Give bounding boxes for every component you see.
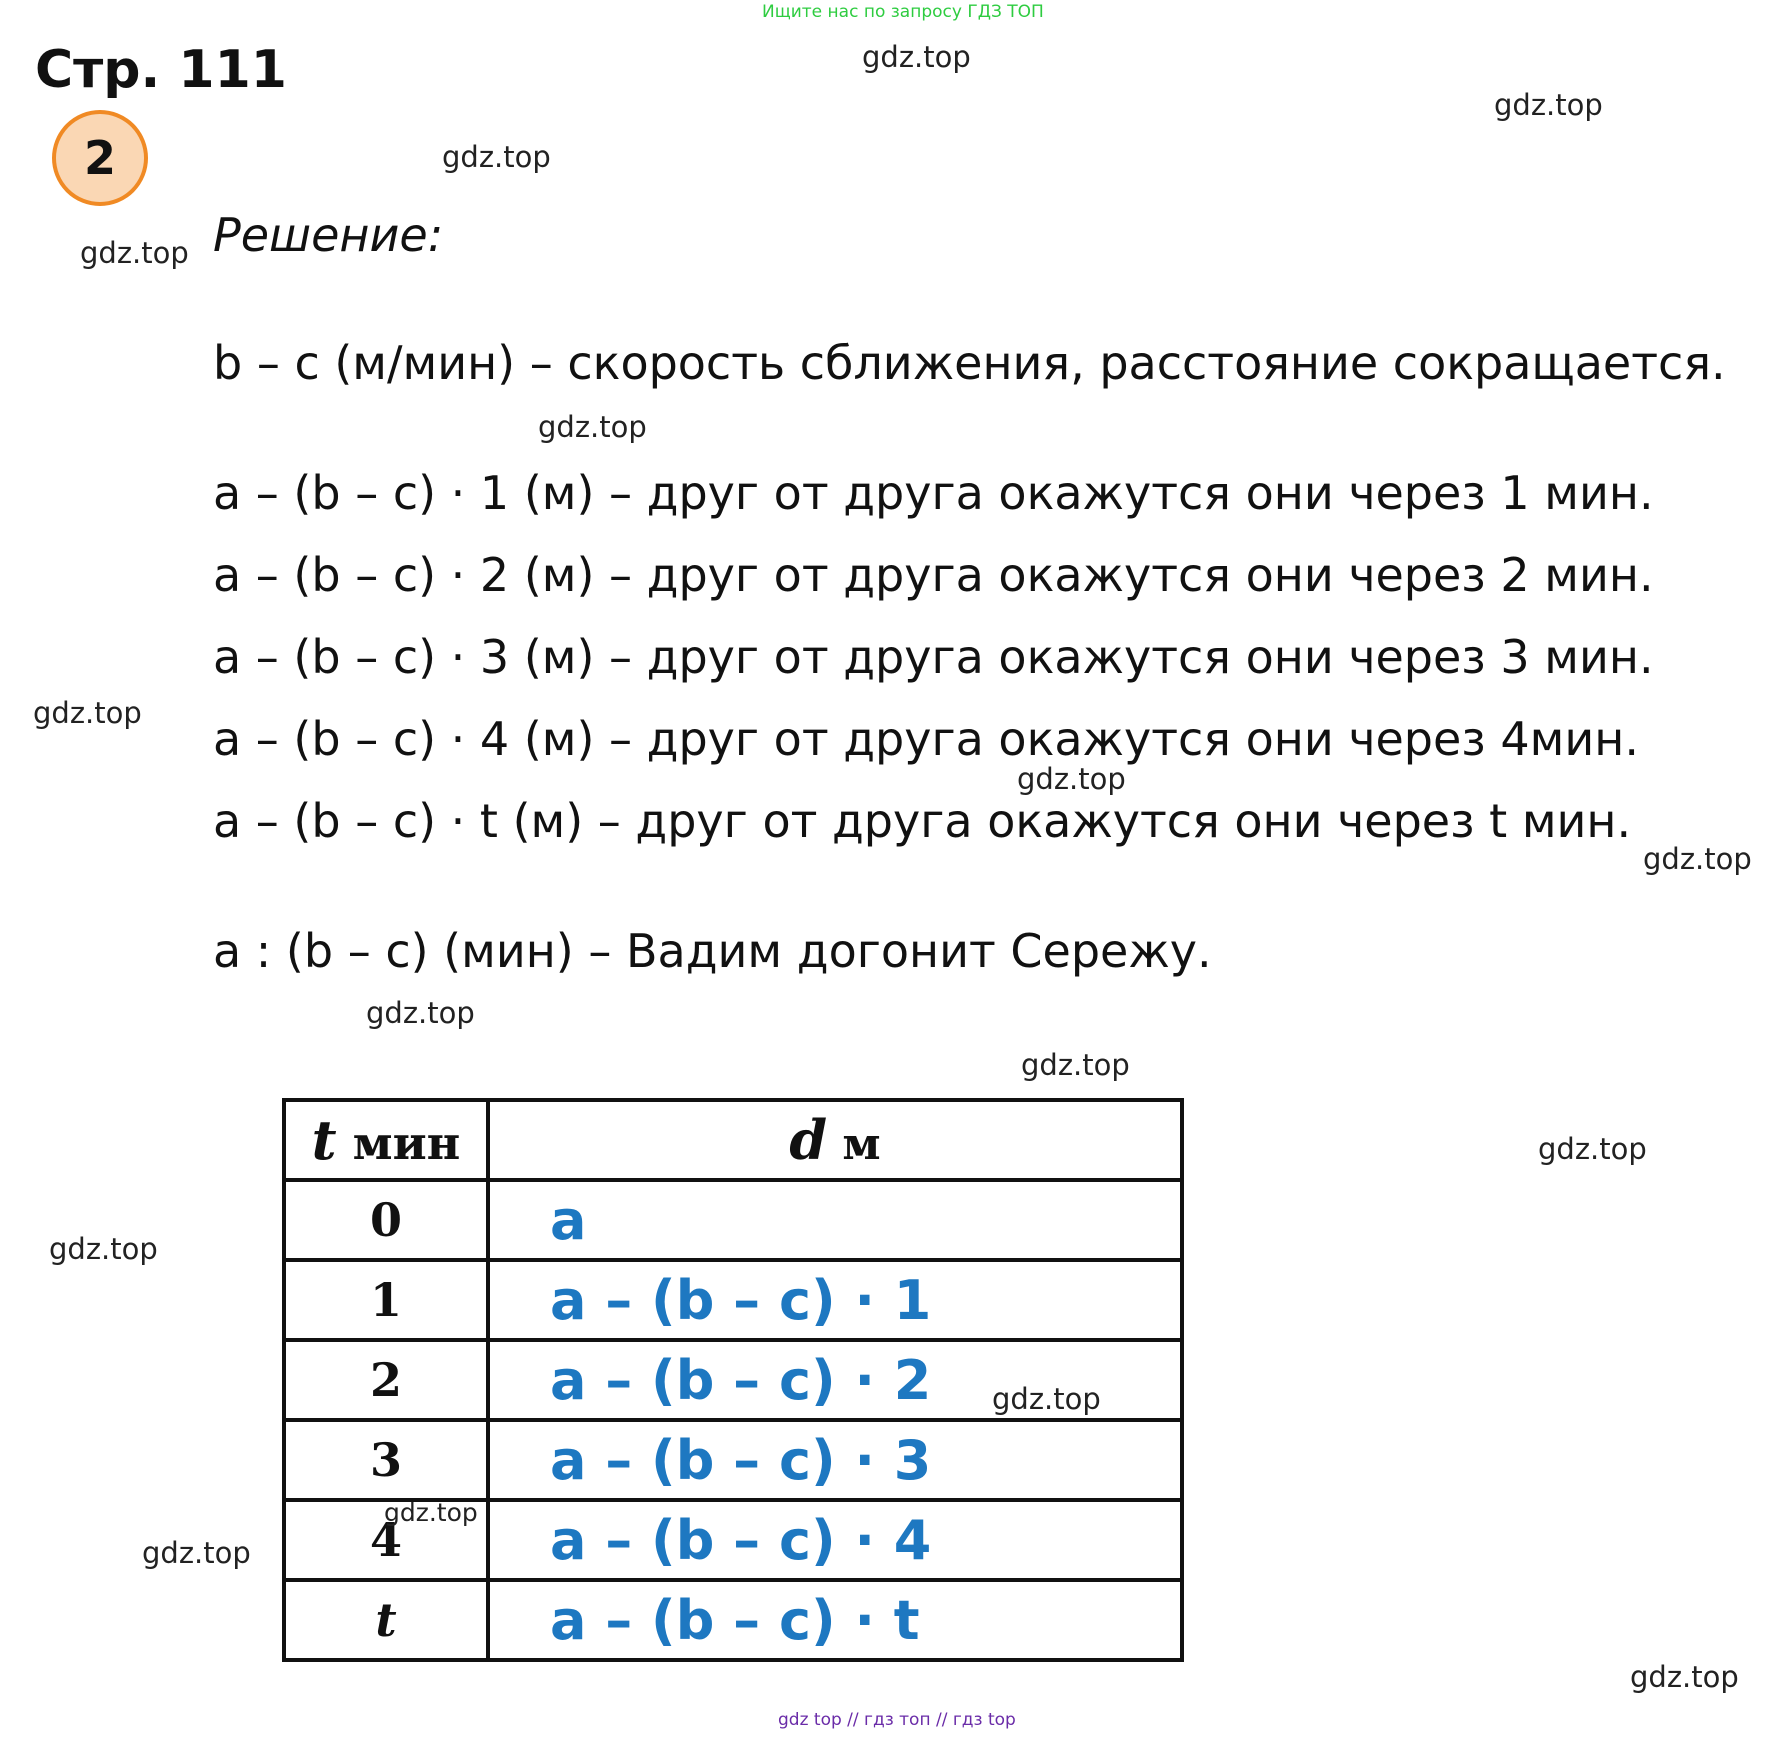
watermark: gdz.top	[366, 996, 475, 1030]
watermark: gdz.top	[992, 1382, 1101, 1416]
time-cell: t	[284, 1580, 488, 1660]
distance-cell: a	[488, 1180, 1182, 1260]
watermark: gdz.top	[384, 1498, 478, 1527]
footer-watermark: gdz top // гдз топ // гдз top	[778, 1710, 1016, 1730]
table-row	[284, 1420, 1182, 1500]
solution-line-1: a – (b – c) · 1 (м) – друг от друга окажутся они через 1 мин.	[213, 466, 1654, 520]
watermark: gdz.top	[442, 140, 551, 174]
distance-table	[282, 1098, 1184, 1662]
watermark: gdz.top	[49, 1232, 158, 1266]
watermark: gdz.top	[142, 1536, 251, 1570]
solution-line-2: a – (b – c) · 2 (м) – друг от друга окажутся они через 2 мин.	[213, 548, 1654, 602]
time-cell: 1	[284, 1260, 488, 1340]
solution-line-3: a – (b – c) · 3 (м) – друг от друга окажутся они через 3 мин.	[213, 630, 1654, 684]
header-time	[284, 1100, 488, 1180]
solution-line-t: a – (b – c) · t (м) – друг от друга окажутся они через t мин.	[213, 794, 1632, 848]
watermark: gdz.top	[1643, 842, 1752, 876]
solution-heading: Решение:	[213, 208, 444, 262]
task-number-badge: 2	[52, 110, 148, 206]
watermark: gdz.top	[1017, 762, 1126, 796]
watermark: gdz.top	[1630, 1660, 1739, 1694]
solution-line-speed: b – c (м/мин) – скорость сближения, расстояние сокращается.	[213, 336, 1726, 390]
table-header-row	[284, 1100, 1182, 1180]
time-cell: 3	[284, 1420, 488, 1500]
time-cell: 4	[284, 1500, 488, 1580]
distance-cell: a – (b – c) · 1	[488, 1260, 1182, 1340]
table-row	[284, 1580, 1182, 1660]
header-time-unit: мин	[336, 1116, 461, 1170]
watermark: gdz.top	[33, 696, 142, 730]
watermark: gdz.top	[1021, 1048, 1130, 1082]
header-distance	[488, 1100, 1182, 1180]
watermark: gdz.top	[538, 410, 647, 444]
distance-cell: a – (b – c) · 2	[488, 1340, 1182, 1420]
header-distance-var: d	[789, 1108, 828, 1172]
table-row	[284, 1180, 1182, 1260]
top-banner: Ищите нас по запросу ГДЗ ТОП	[762, 2, 1044, 22]
watermark: gdz.top	[1538, 1132, 1647, 1166]
watermark: gdz.top	[1494, 88, 1603, 122]
solution-line-catchup: a : (b – c) (мин) – Вадим догонит Сережу.	[213, 924, 1212, 978]
distance-cell: a – (b – c) · 3	[488, 1420, 1182, 1500]
distance-cell: a – (b – c) · 4	[488, 1500, 1182, 1580]
distance-cell: a – (b – c) · t	[488, 1580, 1182, 1660]
solution-line-4: a – (b – c) · 4 (м) – друг от друга окажутся они через 4мин.	[213, 712, 1639, 766]
header-time-var: t	[311, 1108, 337, 1172]
time-cell: 2	[284, 1340, 488, 1420]
page-title: Стр. 111	[35, 40, 287, 100]
watermark: gdz.top	[80, 236, 189, 270]
watermark: gdz.top	[862, 40, 971, 74]
time-cell: 0	[284, 1180, 488, 1260]
table-row	[284, 1260, 1182, 1340]
header-distance-unit: м	[827, 1119, 881, 1170]
